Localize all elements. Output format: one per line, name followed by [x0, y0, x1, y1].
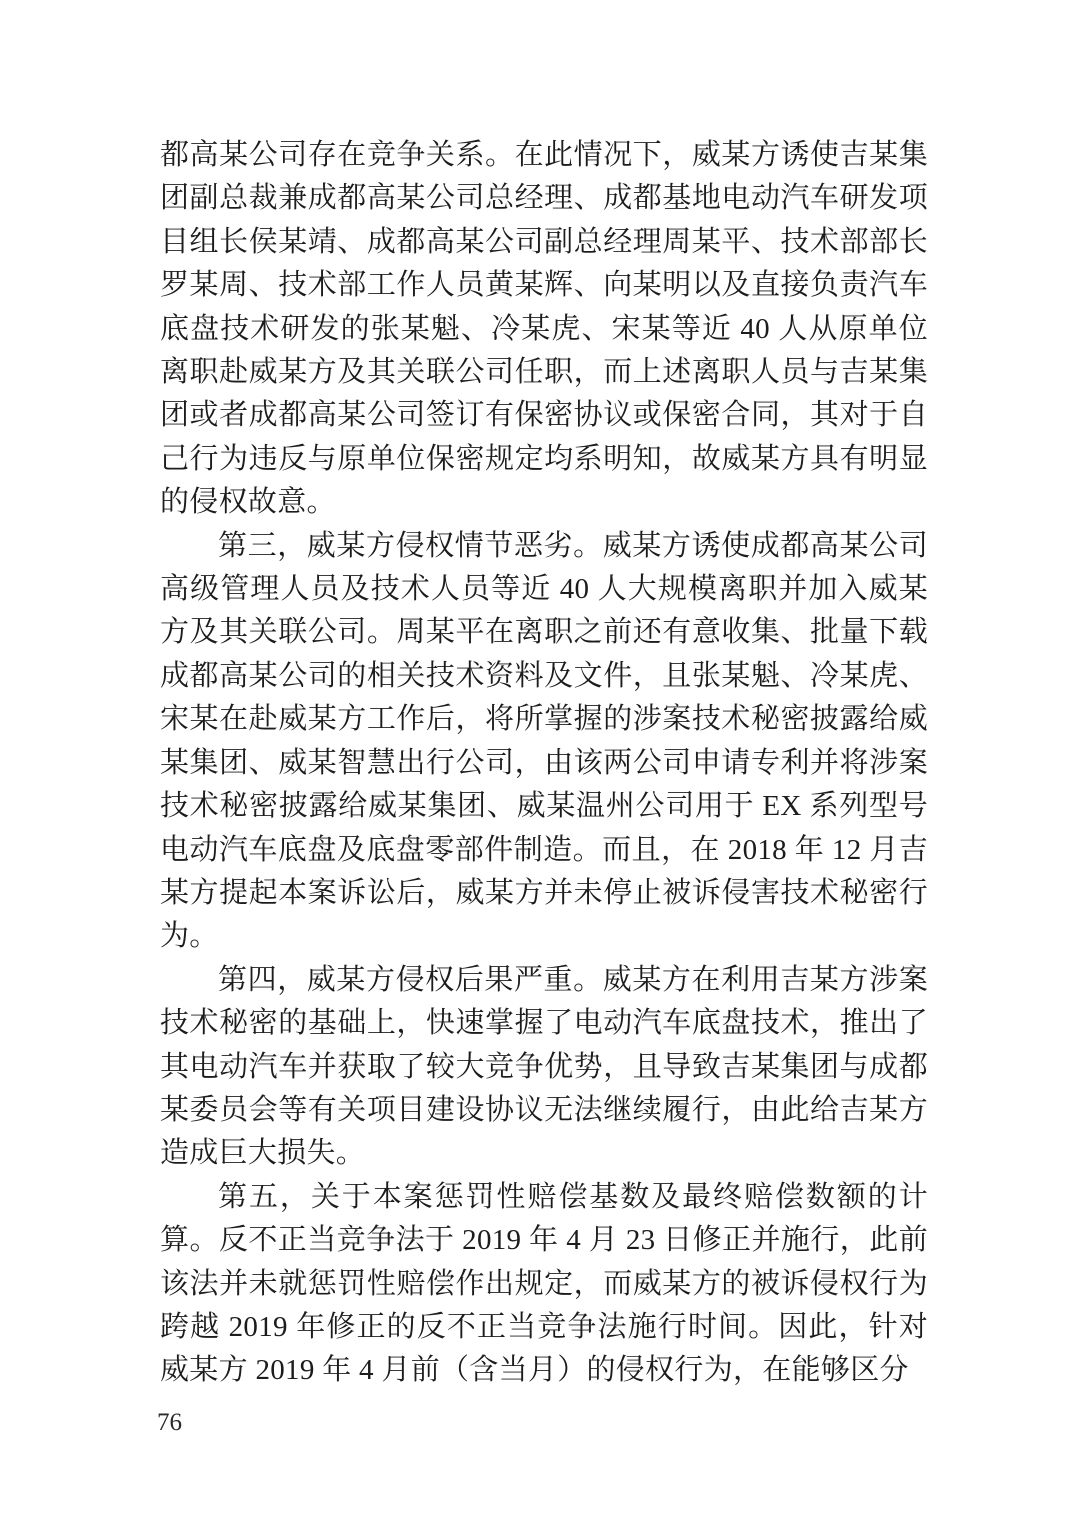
paragraph-continuation: 都高某公司存在竞争关系。在此情况下，威某方诱使吉某集团副总裁兼成都高某公司总经理、成都基地电动汽车研发项目组长侯某靖、成都高某公司副总经理周某平、技术部部长罗某周、技术部工作人员黄某辉、向某明以及直接负责汽车底盘技术研发的张某魁、冷某虎、宋某等近 40 人从原单位离职赴威某方及其关联公司任职，而上述离职人员与吉某集团或者成都高某公司签订有保密协议或保密合同，其对于自己行为违反与原单位保密规定均系明知，故威某方具有明显的侵权故意。	[160, 139, 928, 519]
body-text	[160, 134, 928, 1393]
page-number: 76	[157, 1409, 182, 1436]
paragraph-fourth-point: 第四，威某方侵权后果严重。威某方在利用吉某方涉案技术秘密的基础上，快速掌握了电动汽车底盘技术，推出了其电动汽车并获取了较大竞争优势，且导致吉某集团与成都某委员会等有关项目建设协议无法继续履行，由此给吉某方造成巨大损失。	[160, 963, 928, 1170]
paragraph-fifth-point: 第五，关于本案惩罚性赔偿基数及最终赔偿数额的计算。反不正当竞争法于 2019 年 4 月 23 日修正并施行，此前该法并未就惩罚性赔偿作出规定，而威某方的被诉侵权行为跨越 2019 年修正的反不正当竞争法施行时间。因此，针对威某方 2019 年 4 月前（含当月）的侵权行为，在能够区分	[160, 1180, 928, 1387]
paragraph-third-point: 第三，威某方侵权情节恶劣。威某方诱使成都高某公司高级管理人员及技术人员等近 40 人大规模离职并加入威某方及其关联公司。周某平在离职之前还有意收集、批量下载成都高某公司的相关技术资料及文件，且张某魁、冷某虎、宋某在赴威某方工作后，将所掌握的涉案技术秘密披露给威某集团、威某智慧出行公司，由该两公司申请专利并将涉案技术秘密披露给威某集团、威某温州公司用于 EX 系列型号电动汽车底盘及底盘零部件制造。而且，在 2018 年 12 月吉某方提起本案诉讼后，威某方并未停止被诉侵害技术秘密行为。	[160, 529, 928, 953]
